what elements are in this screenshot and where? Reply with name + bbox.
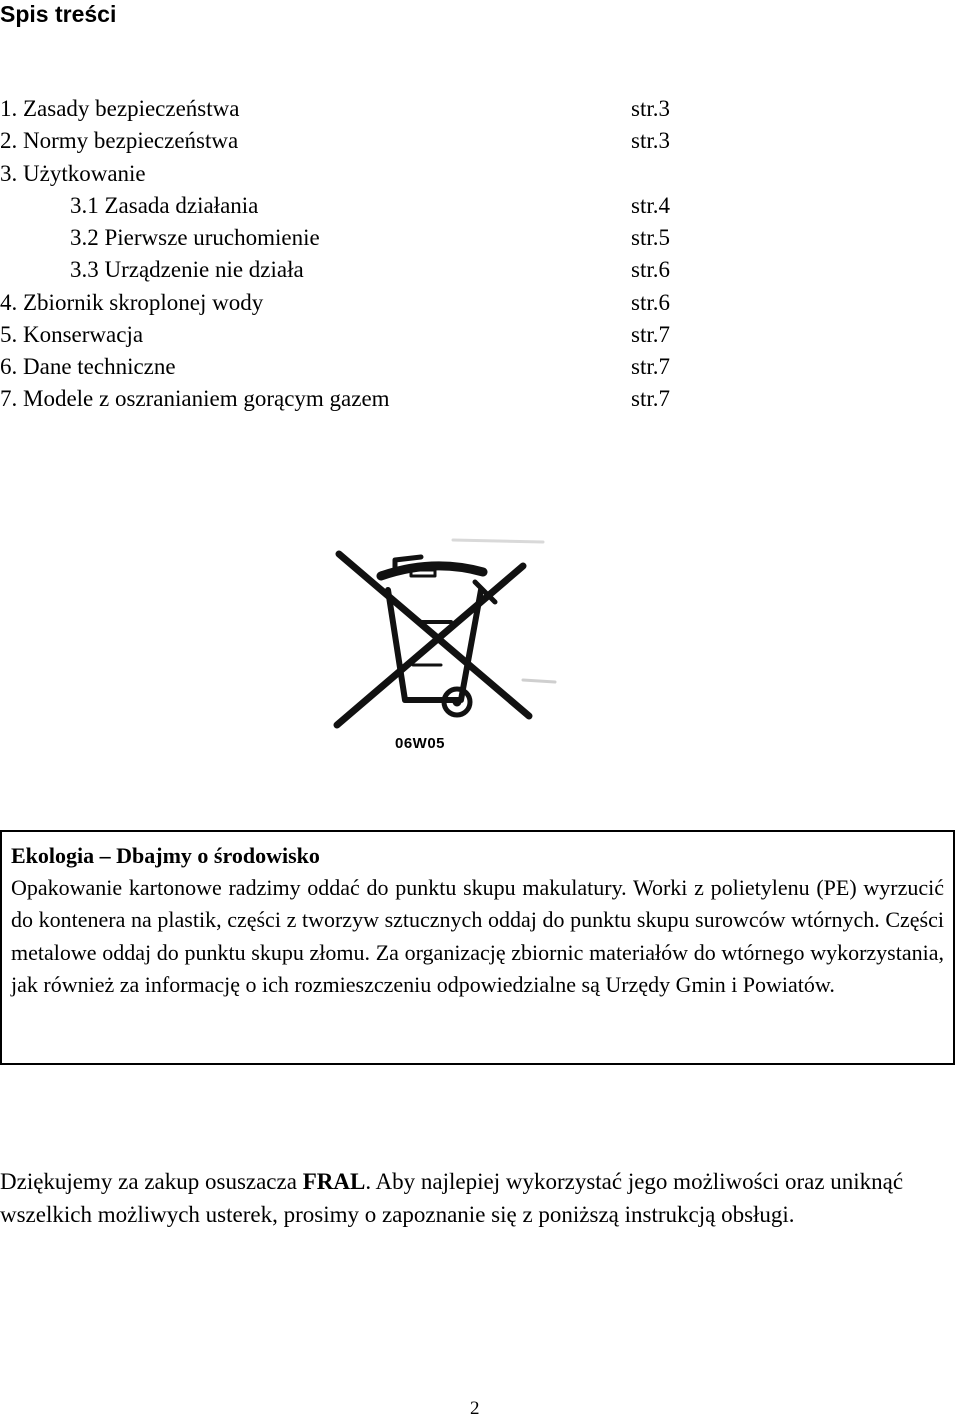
toc-title: Spis treści xyxy=(0,1,117,27)
figure-code: 06W05 xyxy=(395,735,446,752)
toc-entry-label: 3.2 Pierwsze uruchomienie xyxy=(70,225,320,250)
toc-entry-label: 3.3 Urządzenie nie działa xyxy=(70,257,304,282)
toc-entry-page: str.6 xyxy=(631,290,670,315)
toc-entry-label: 3. Użytkowanie xyxy=(0,161,146,186)
toc-entry-page: str.3 xyxy=(631,96,670,121)
toc-entry-label: 1. Zasady bezpieczeństwa xyxy=(0,96,240,121)
toc-entry-page: str.5 xyxy=(631,225,670,250)
toc-entry-label: 4. Zbiornik skroplonej wody xyxy=(0,290,264,315)
toc-entry-label: 5. Konserwacja xyxy=(0,322,144,347)
toc-entry-label: 2. Normy bezpieczeństwa xyxy=(0,128,239,153)
toc-entry-page: str.7 xyxy=(631,322,670,347)
toc-entry-label: 6. Dane techniczne xyxy=(0,354,176,379)
toc-entry-page: str.7 xyxy=(631,386,670,411)
toc-entry-page: str.6 xyxy=(631,257,670,282)
toc-entry-page: str.4 xyxy=(631,193,670,218)
crossed-out-wheelie-bin-icon xyxy=(333,530,559,765)
ecology-notice-box xyxy=(0,830,955,1065)
ecology-title: Ekologia – Dbajmy o środowisko xyxy=(11,843,320,868)
intro-text-end: . Aby najlepiej wykorzystać jego możliwości oraz uniknąć wszelkich możliwych usterek, prosimy o zapoznanie się z poniższą instrukcją obsługi. xyxy=(0,1169,904,1227)
toc-entry-page: str.7 xyxy=(631,354,670,379)
toc-entry-label: 7. Modele z oszranianiem gorącym gazem xyxy=(0,386,390,411)
brand-name: FRAL xyxy=(302,1169,366,1194)
intro-text-start: Dziękujemy za zakup osuszacza xyxy=(0,1169,303,1194)
toc-entry-label: 3.1 Zasada działania xyxy=(70,193,259,218)
intro-paragraph xyxy=(0,1166,950,1231)
ecology-text: Opakowanie kartonowe radzimy oddać do punktu skupu makulatury. Worki z polietylenu (PE) wyrzucić do kontenera na plastik, części z tworzyw sztucznych oddaj do punktu skupu surowców wtórnych. Części metalowe oddaj do punktu skupu złomu. Za organizację zbiornic materiałów do wtórnego wykorzystania, jak również za informację o ich rozmieszczeniu odpowiedzialne są Urzędy Gmin i Powiatów. xyxy=(11,875,944,998)
toc-entry-page: str.3 xyxy=(631,128,670,153)
page-number: 2 xyxy=(470,1398,480,1419)
weee-symbol-figure xyxy=(333,530,559,765)
